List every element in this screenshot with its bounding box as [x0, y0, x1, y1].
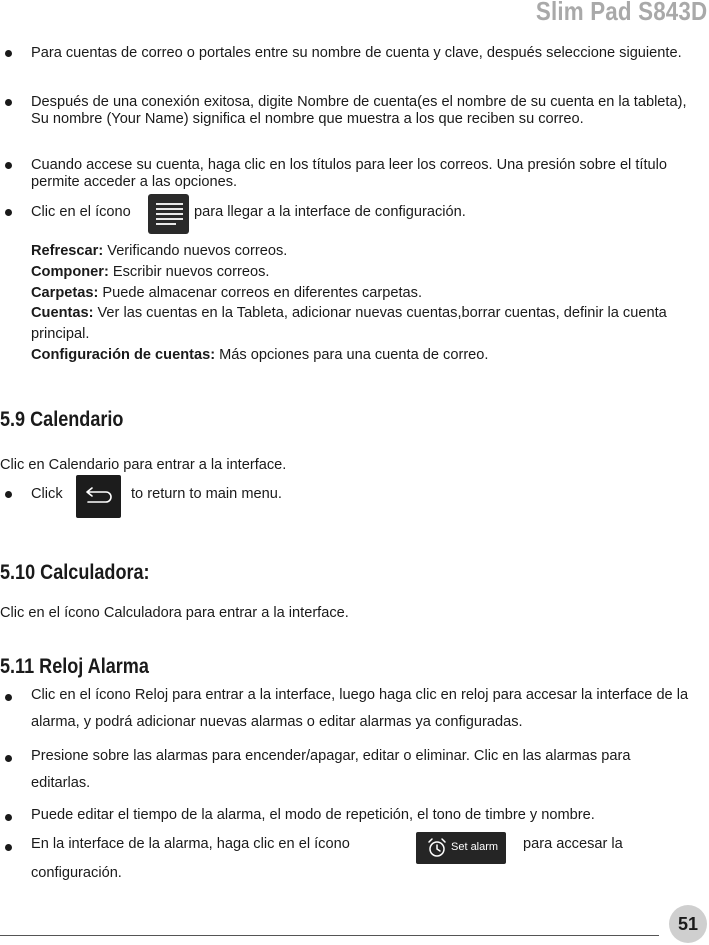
icon-bullet-after: para llegar a la interface de configuración. [194, 204, 466, 220]
alarm-heading: 5.11 Reloj Alarma [0, 655, 149, 678]
calculator-intro: Clic en el ícono Calculadora para entrar a la interface. [0, 605, 349, 621]
option-text: Escribir nuevos correos. [112, 264, 270, 280]
option-text: Ver las cuentas en la Tableta, adicionar nuevas cuentas,borrar cuentas, definir la cuenta principal. [31, 305, 667, 342]
bullet-dot [5, 209, 12, 216]
bullet-dot [5, 50, 12, 57]
option-label: Configuración de cuentas: [31, 347, 216, 363]
footer-rule [0, 935, 659, 936]
alarm-clock-icon [426, 837, 448, 859]
option-componer [31, 262, 701, 282]
bullet-dot [5, 99, 12, 106]
alarm-bullet-1: Clic en el ícono Reloj para entrar a la interface, luego haga clic en reloj para accesar la interface de la alarma, y podrá adicionar nuevas alarmas o editar alarmas ya configuradas. [31, 687, 689, 730]
calculator-heading: 5.10 Calculadora: [0, 561, 150, 584]
option-label: Cuentas: [31, 305, 94, 321]
bullet-dot [5, 162, 12, 169]
email-bullet-2: Después de una conexión exitosa, digite Nombre de cuenta(es el nombre de su cuenta en la tableta), Su nombre (Your Name) significa el nombre que muestra a los que reciben su correo. [31, 94, 687, 127]
calendar-intro: Clic en Calendario para entrar a la interface. [0, 457, 287, 473]
option-text: Más opciones para una cuenta de correo. [219, 347, 489, 363]
icon-bullet-before: Clic en el ícono [31, 204, 131, 220]
option-cuentas [31, 303, 701, 345]
alarm-bullet-4-after: para accesar la [523, 836, 623, 852]
option-refrescar [31, 241, 701, 261]
option-carpetas [31, 283, 701, 303]
set-alarm-button[interactable] [416, 832, 506, 864]
bullet-dot [5, 755, 12, 762]
alarm-bullet-4-before: En la interface de la alarma, haga clic en el ícono [31, 836, 350, 852]
email-bullet-1: Para cuentas de correo o portales entre su nombre de cuenta y clave, después seleccione siguiente. [31, 45, 682, 61]
menu-icon[interactable] [148, 194, 189, 234]
option-text: Verificando nuevos correos. [107, 243, 288, 259]
alarm-bullet-3: Puede editar el tiempo de la alarma, el modo de repetición, el tono de timbre y nombre. [31, 807, 595, 823]
email-bullet-3: Cuando accese su cuenta, haga clic en los títulos para leer los correos. Una presión sobre el título permite acceder a las opciones. [31, 157, 667, 190]
page-number: 51 [669, 905, 707, 943]
calendar-bullet-after: to return to main menu. [131, 486, 282, 502]
alarm-bullet-4-continuation: configuración. [31, 865, 122, 881]
alarm-bullet-2: Presione sobre las alarmas para encender/apagar, editar o eliminar. Clic en las alarmas para editarlas. [31, 748, 631, 791]
bullet-dot [5, 694, 12, 701]
calendar-heading: 5.9 Calendario [0, 408, 124, 431]
bullet-dot [5, 844, 12, 851]
bullet-dot [5, 814, 12, 821]
option-text: Puede almacenar correos en diferentes carpetas. [102, 285, 423, 301]
option-label: Refrescar: [31, 243, 104, 259]
option-configuracion [31, 345, 701, 365]
bullet-dot [5, 491, 12, 498]
header-title: Slim Pad S843D [535, 0, 707, 26]
option-label: Componer: [31, 264, 109, 280]
calendar-bullet-before: Click [31, 486, 63, 502]
back-icon[interactable] [76, 475, 121, 518]
option-label: Carpetas: [31, 285, 99, 301]
set-alarm-label: Set alarm [451, 841, 499, 853]
